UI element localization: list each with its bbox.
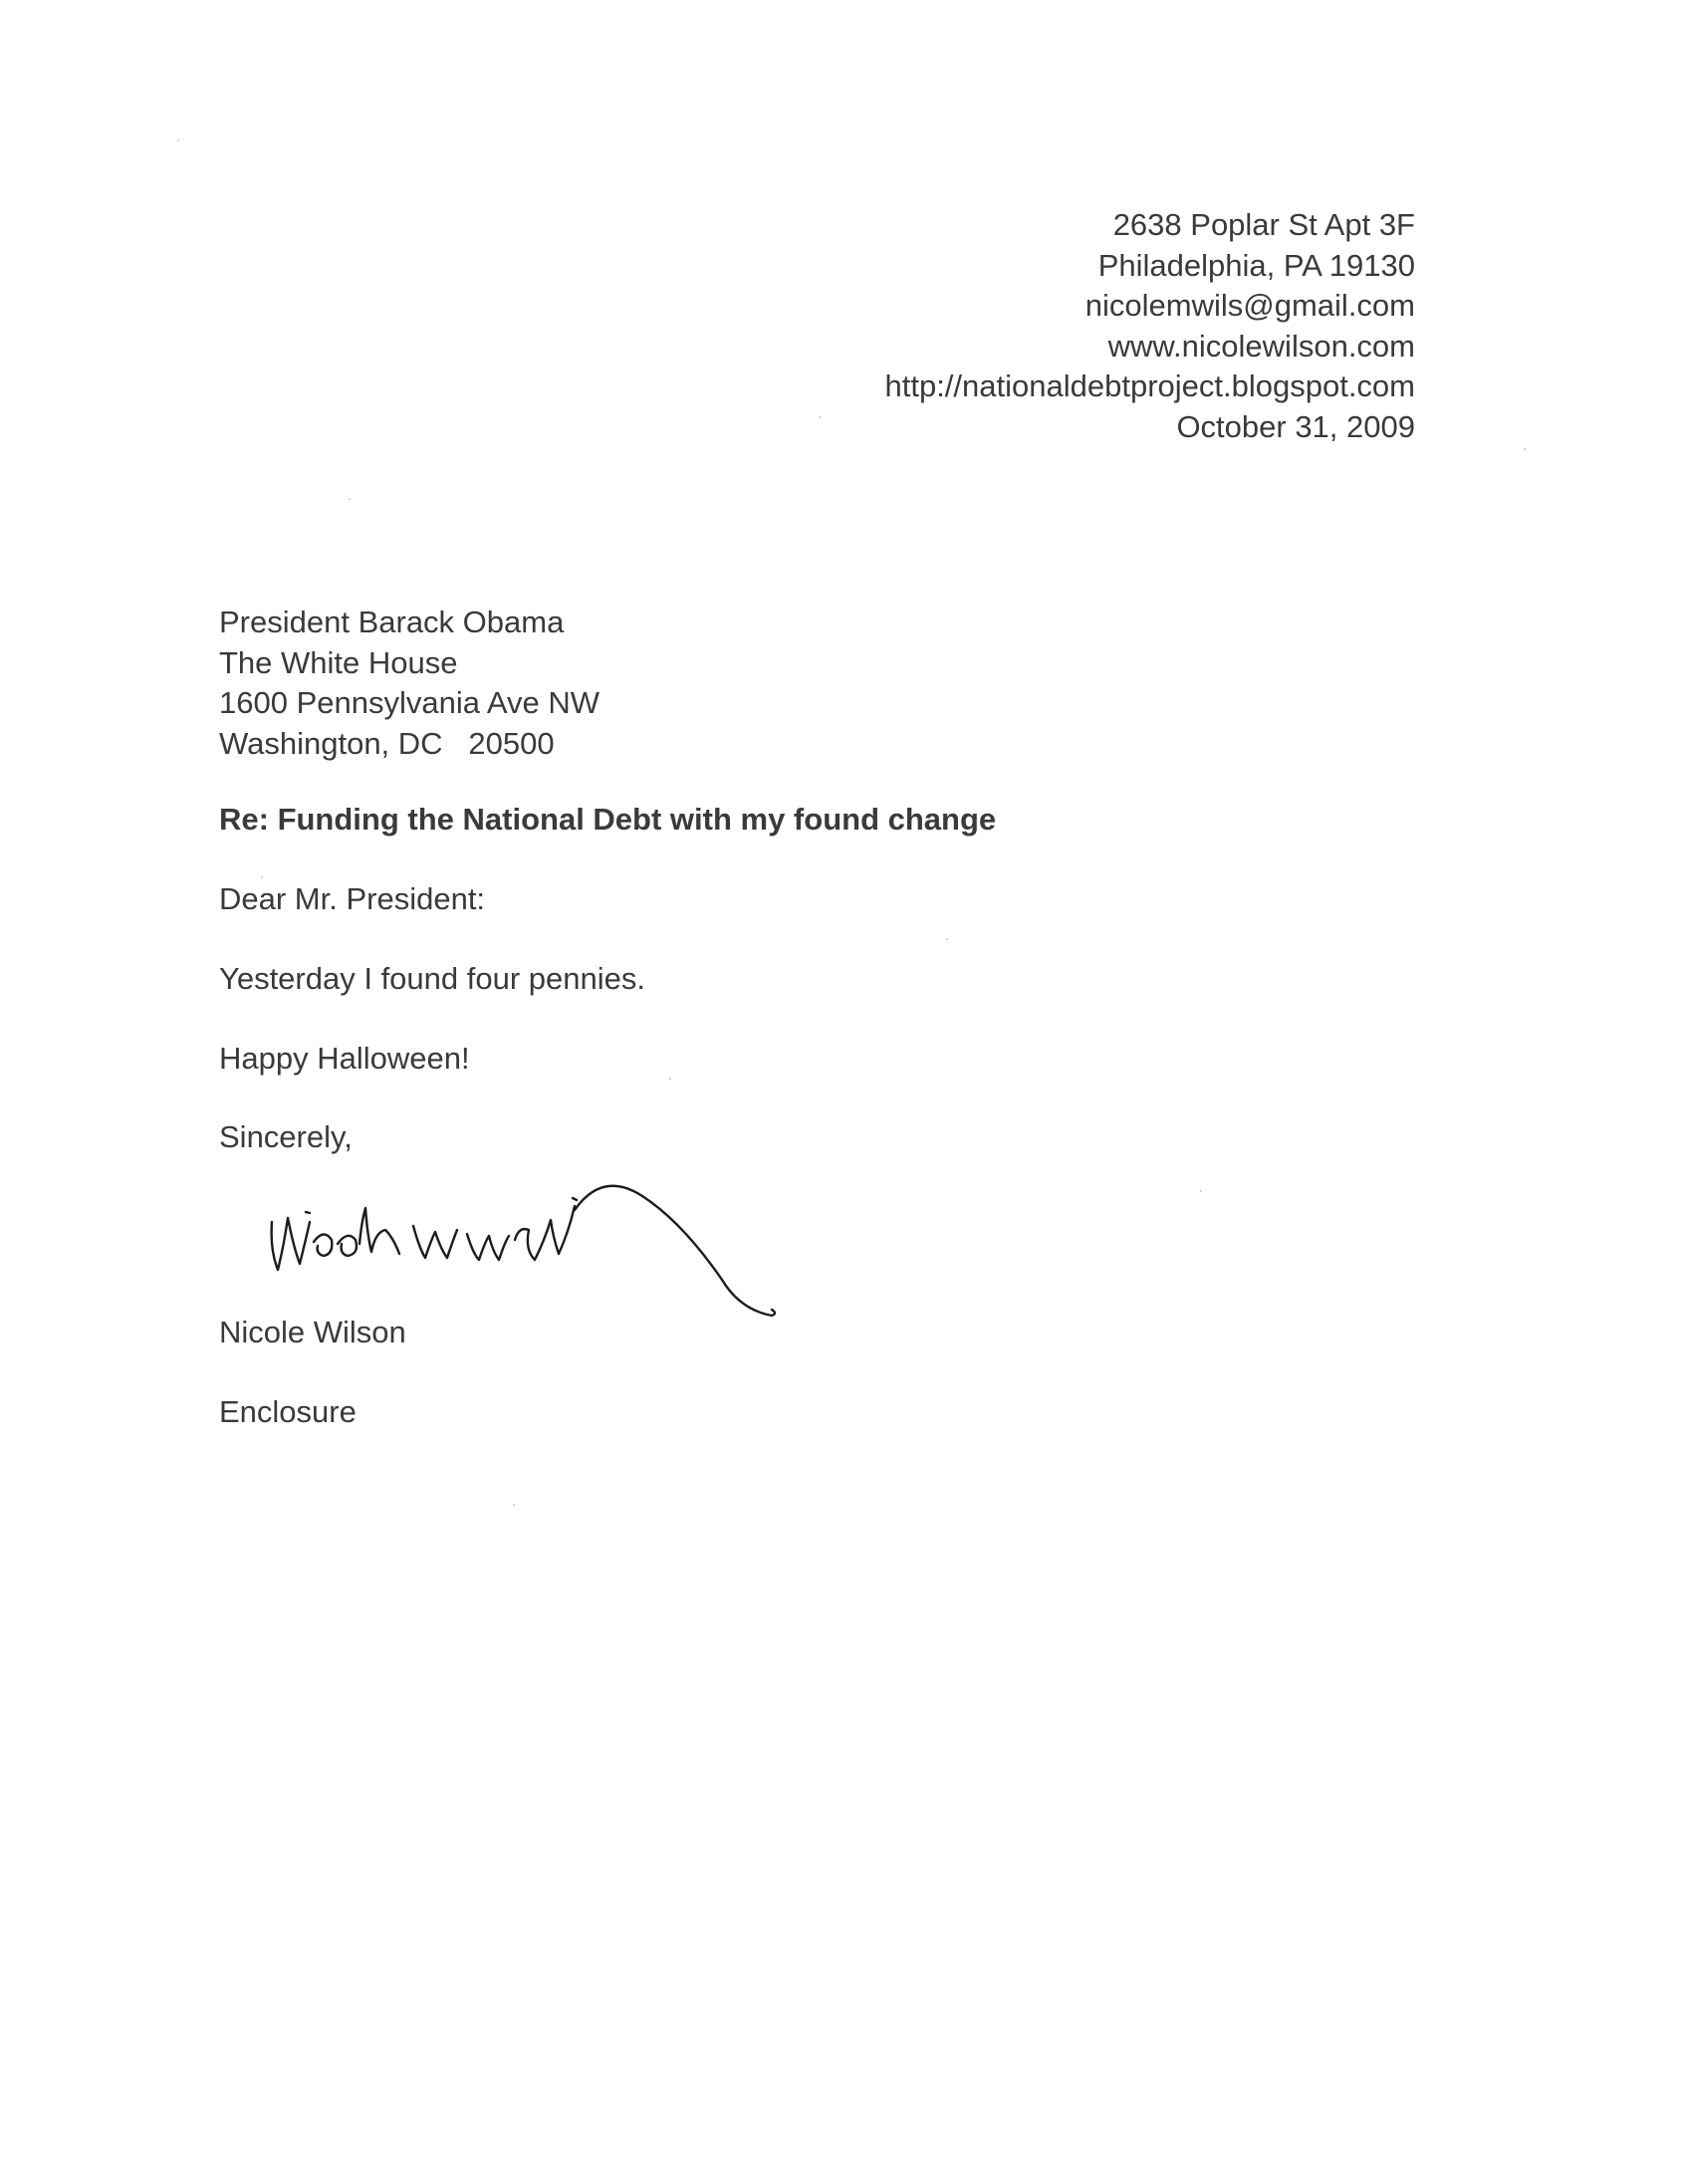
enclosure-notation: Enclosure <box>219 1394 357 1429</box>
recipient-address-block <box>219 603 600 764</box>
recipient-street: 1600 Pennsylvania Ave NW <box>219 685 600 720</box>
closing-note: Happy Halloween! <box>219 1041 470 1076</box>
subject-line: Re: Funding the National Debt with my found change <box>219 802 997 837</box>
scan-speck <box>669 1078 671 1080</box>
scan-speck <box>946 938 948 940</box>
sender-email: nicolemwils@gmail.com <box>1084 288 1415 323</box>
sender-blog-url: http://nationaldebtproject.blogspot.com <box>884 368 1415 403</box>
scan-speck <box>1524 448 1526 450</box>
scan-speck <box>261 876 263 878</box>
sign-off: Sincerely, <box>219 1119 353 1154</box>
body-paragraph: Yesterday I found four pennies. <box>219 961 645 996</box>
letter-date: October 31, 2009 <box>1176 408 1415 444</box>
signer-name: Nicole Wilson <box>219 1315 406 1349</box>
scan-speck <box>819 416 821 418</box>
recipient-name: President Barack Obama <box>219 605 565 639</box>
scan-speck <box>1200 1190 1202 1192</box>
recipient-city-state-zip: Washington, DC 20500 <box>219 725 555 761</box>
sender-website: www.nicolewilson.com <box>1107 328 1415 364</box>
scan-speck <box>349 498 351 500</box>
salutation: Dear Mr. President: <box>219 881 486 916</box>
scan-speck <box>513 1504 515 1506</box>
sender-city-state-zip: Philadelphia, PA 19130 <box>1097 247 1415 283</box>
sender-street: 2638 Poplar St Apt 3F <box>1112 207 1415 242</box>
handwritten-signature <box>254 1150 891 1330</box>
scan-speck <box>177 139 179 141</box>
recipient-organization: The White House <box>219 644 458 680</box>
sender-address-block <box>884 205 1415 447</box>
